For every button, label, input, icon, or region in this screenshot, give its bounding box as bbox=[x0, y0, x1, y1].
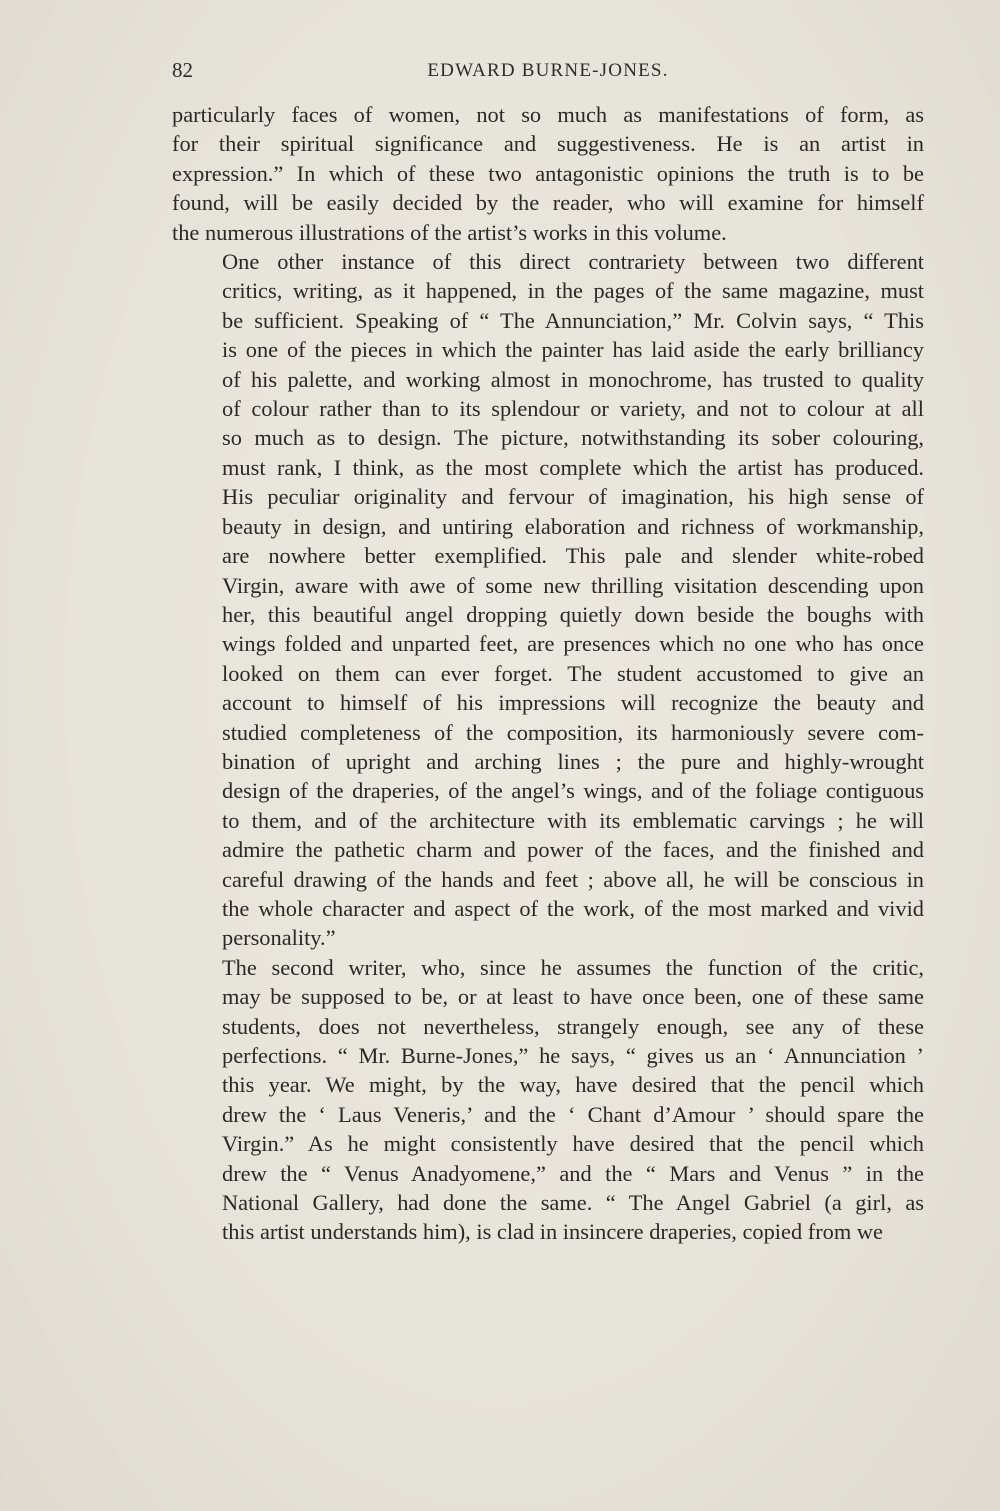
text-line: is one of the pieces in which the painter has laid aside the early brilliancy bbox=[222, 337, 924, 363]
text-line: design of the draperies, of the angel’s wings, and of the foliage contiguous bbox=[222, 778, 924, 804]
text-line: so much as to design. The picture, notwithstanding its sober colouring, bbox=[222, 425, 924, 451]
text-line: for their spiritual significance and suggestiveness. He is an artist in bbox=[172, 131, 924, 157]
text-line: must rank, I think, as the most complete which the artist has produced. bbox=[222, 454, 924, 480]
paragraph bbox=[172, 247, 924, 953]
text-line: are nowhere better exemplified. This pale and slender white-robed bbox=[222, 543, 924, 569]
text-line: expression.” In which of these two antagonistic opinions the truth is to be bbox=[172, 160, 924, 186]
text-line: perfections. “ Mr. Burne-Jones,” he says, “ gives us an ‘ Annunciation ’ bbox=[222, 1043, 924, 1068]
text-line: students, does not nevertheless, strangely enough, see any of these bbox=[222, 1013, 924, 1039]
text-line: One other instance of this direct contrariety between two different bbox=[222, 249, 924, 275]
text-line: critics, writing, as it happened, in the pages of the same magazine, must bbox=[222, 278, 924, 304]
text-line: drew the “ Venus Anadyomene,” and the “ Mars and Venus ” in the bbox=[222, 1160, 924, 1186]
text-line: this year. We might, by the way, have desired that the pencil which bbox=[222, 1072, 924, 1098]
text-line: found, will be easily decided by the reader, who will examine for himself bbox=[172, 190, 924, 216]
text-line: National Gallery, had done the same. “ The Angel Gabriel (a girl, as bbox=[222, 1190, 924, 1216]
page-header bbox=[172, 58, 924, 92]
text-line: her, this beautiful angel dropping quietly down beside the boughs with bbox=[222, 601, 924, 627]
text-line: studied completeness of the composition, its harmoniously severe com- bbox=[222, 719, 924, 745]
text-line: of colour rather than to its splendour or variety, and not to colour at all bbox=[222, 396, 924, 422]
text-line: be sufficient. Speaking of “ The Annunciation,” Mr. Colvin says, “ This bbox=[222, 307, 924, 333]
text-line: may be supposed to be, or at least to have once been, one of these same bbox=[222, 984, 924, 1010]
text-line: this artist understands him), is clad in insincere draperies, copied from we bbox=[222, 1219, 883, 1245]
text-line: the numerous illustrations of the artist’s works in this volume. bbox=[172, 219, 727, 245]
text-line: the whole character and aspect of the work, of the most marked and vivid bbox=[222, 895, 924, 921]
text-line: bination of upright and arching lines ; the pure and highly-wrought bbox=[222, 748, 924, 774]
text-line: drew the ‘ Laus Veneris,’ and the ‘ Chant d’Amour ’ should spare the bbox=[222, 1101, 924, 1127]
page-number: 82 bbox=[172, 58, 193, 82]
text-line: particularly faces of women, not so much as manifestations of form, as bbox=[172, 102, 924, 127]
text-line: to them, and of the architecture with its emblematic carvings ; he will bbox=[222, 807, 924, 833]
text-line: wings folded and unparted feet, are presences which no one who has once bbox=[222, 631, 924, 657]
running-title: EDWARD BURNE-JONES. bbox=[427, 60, 669, 81]
text-line: Virgin, aware with awe of some new thrilling visitation descending upon bbox=[222, 572, 924, 598]
text-line: of his palette, and working almost in monochrome, has trusted to quality bbox=[222, 366, 924, 392]
text-line: careful drawing of the hands and feet ; above all, he will be conscious in bbox=[222, 866, 924, 892]
paragraph bbox=[172, 100, 924, 247]
text-line: Virgin.” As he might consistently have desired that the pencil which bbox=[222, 1131, 924, 1157]
text-line: personality.” bbox=[222, 925, 336, 951]
text-line: beauty in design, and untiring elaboration and richness of workmanship, bbox=[222, 513, 924, 539]
text-line: His peculiar originality and fervour of imagination, his high sense of bbox=[222, 484, 924, 510]
text-line: looked on them can ever forget. The student accustomed to give an bbox=[222, 660, 924, 686]
text-line: The second writer, who, since he assumes the function of the critic, bbox=[222, 954, 924, 980]
text-line: account to himself of his impressions will recognize the beauty and bbox=[222, 690, 924, 716]
paragraph bbox=[172, 953, 924, 1247]
text-line: admire the pathetic charm and power of the faces, and the finished and bbox=[222, 837, 924, 863]
body-text bbox=[172, 100, 924, 1247]
